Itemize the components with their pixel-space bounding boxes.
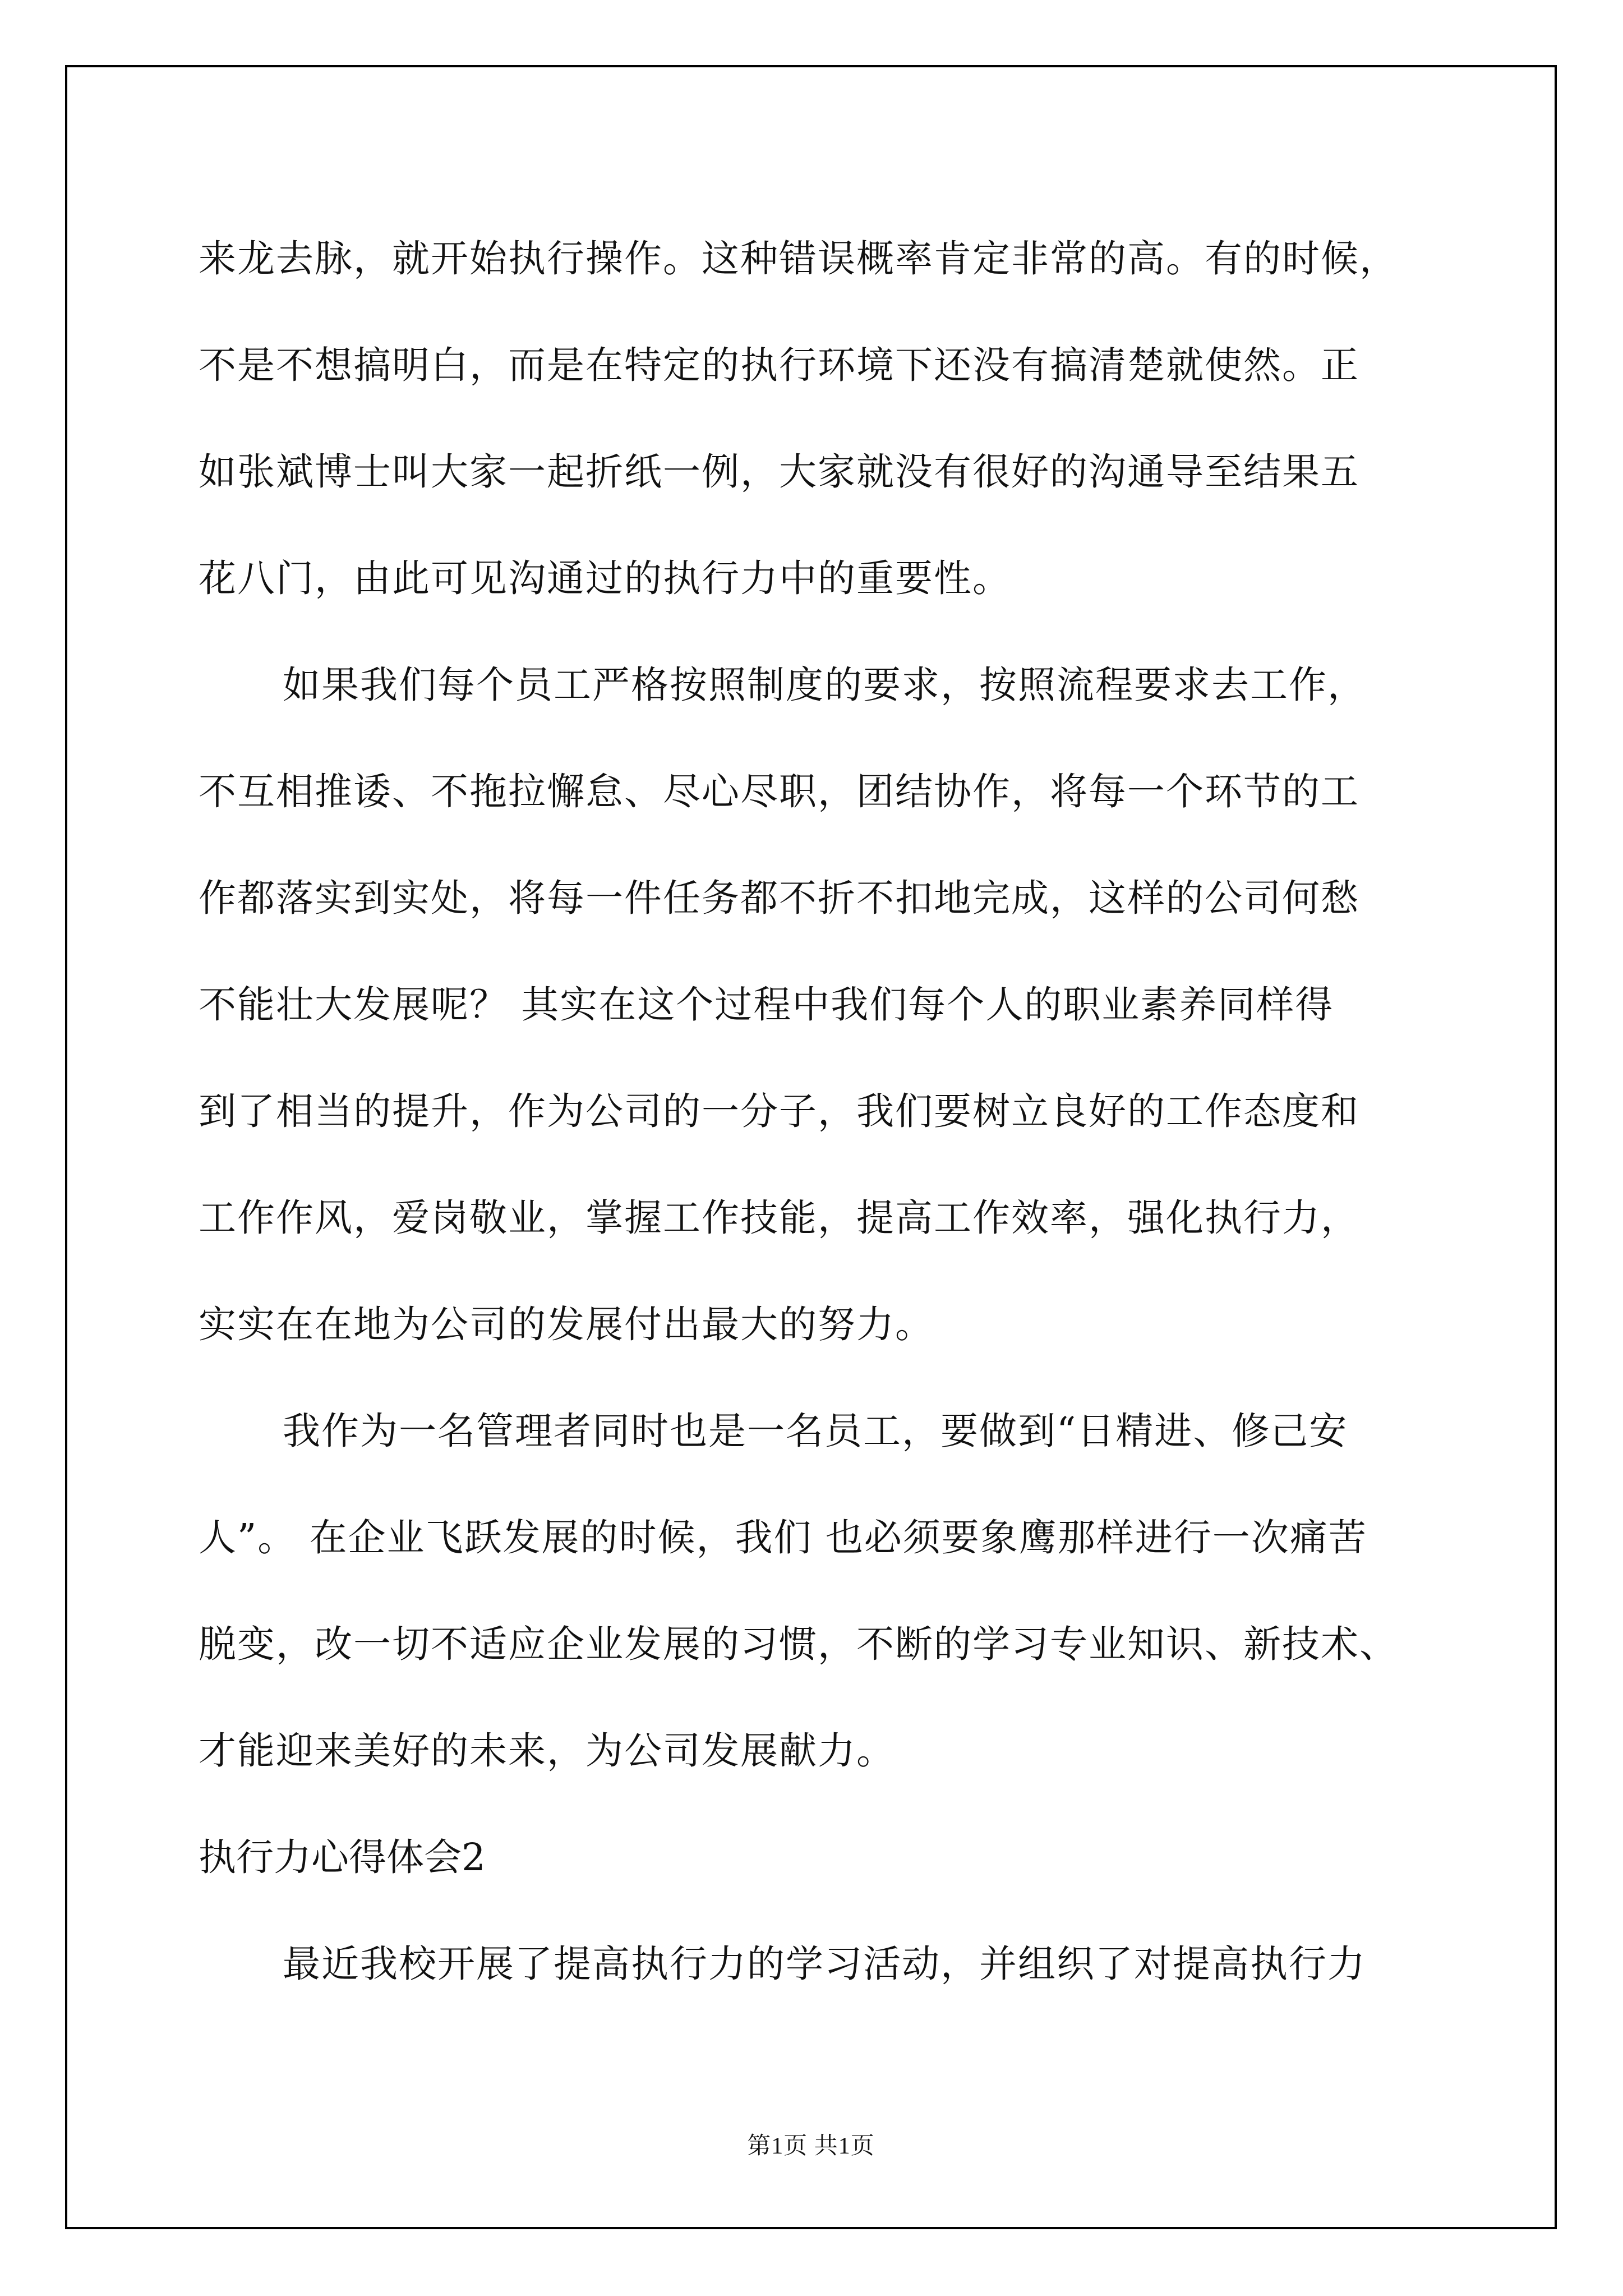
text-line: 工作作风，爱岗敬业，掌握工作技能，提高工作效率，强化执行力， (199, 1196, 1359, 1240)
text-line: 实实在在地为公司的发展付出最大的努力。 (199, 1303, 934, 1346)
text-line: 到了相当的提升，作为公司的一分子，我们要树立良好的工作态度和 (199, 1089, 1359, 1133)
paragraph-start-line: 最近我校开展了提高执行力的学习活动，并组织了对提高执行力 (283, 1942, 1366, 1986)
text-line: 花八门，由此可见沟通过的执行力中的重要性。 (199, 556, 1011, 600)
section-heading: 执行力心得体会2 (199, 1835, 486, 1879)
paragraph-start-line: 我作为一名管理者同时也是一名员工，要做到“日精进、修己安 (283, 1409, 1348, 1453)
text-line: 来龙去脉，就开始执行操作。这种错误概率肯定非常的高。有的时候， (199, 237, 1398, 280)
page-number-footer: 第1页 共1页 (747, 2133, 875, 2159)
text-line: 才能迎来美好的未来，为公司发展献力。 (199, 1729, 895, 1773)
text-line: 如张斌博士叫大家一起折纸一例，大家就没有很好的沟通导至结果五 (199, 450, 1359, 494)
text-line: 作都落实到实处，将每一件任务都不折不扣地完成，这样的公司何愁 (199, 876, 1359, 920)
text-line: 人”。 在企业飞跃发展的时候，我们 也必须要象鹰那样进行一次痛苦 (199, 1516, 1367, 1559)
text-line: 不是不想搞明白，而是在特定的执行环境下还没有搞清楚就使然。正 (199, 343, 1359, 387)
page-frame (65, 65, 1557, 2229)
document-body (67, 67, 1555, 2227)
text-line: 不能壮大发展呢？ 其实在这个过程中我们每个人的职业素养同样得 (199, 983, 1334, 1027)
text-line: 不互相推诿、不拖拉懈怠、尽心尽职，团结协作，将每一个环节的工 (199, 770, 1359, 813)
text-line: 脱变，改一切不适应企业发展的习惯，不断的学习专业知识、新技术、 (199, 1622, 1398, 1666)
paragraph-start-line: 如果我们每个员工严格按照制度的要求，按照流程要求去工作， (283, 663, 1366, 707)
